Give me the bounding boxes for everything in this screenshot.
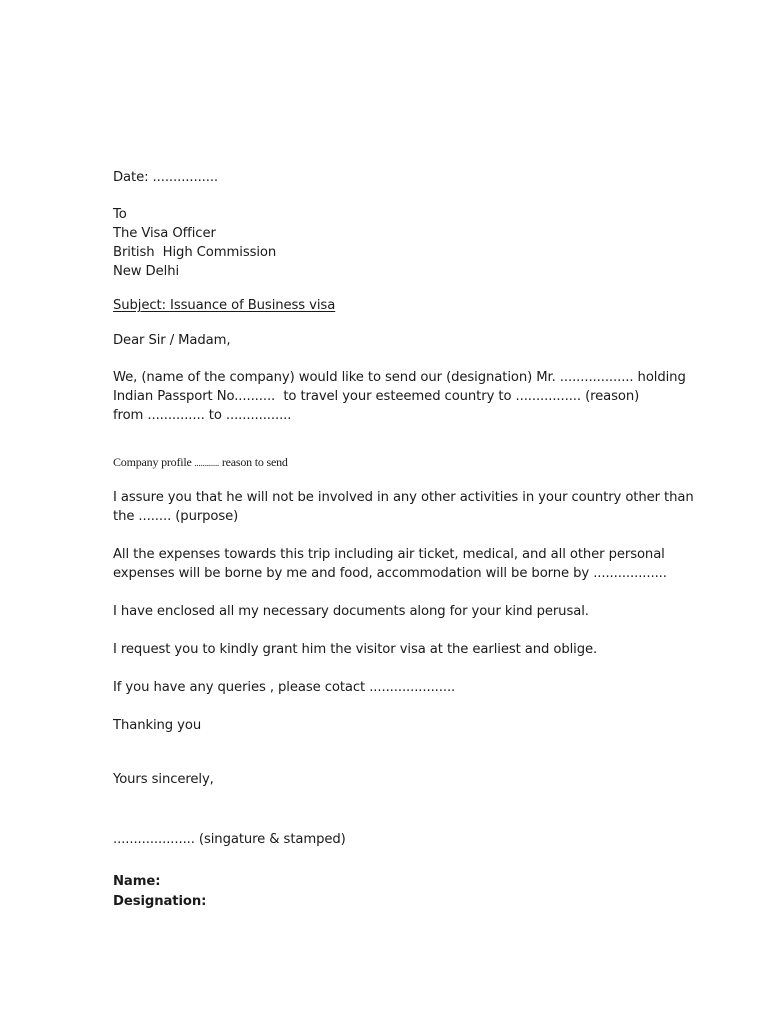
salutation: Dear Sir / Madam, [113,333,231,348]
paragraph-5: I request you to kindly grant him the visitor visa at the earliest and oblige. [113,642,598,657]
subject-line: Subject: Issuance of Business visa [113,298,336,313]
designation-label: Designation: [113,894,207,909]
signature-line: .................... (singature & stamped) [113,832,346,847]
paragraph-3-line-2: expenses will be borne by me and food, accommodation will be borne by .................. [113,566,667,581]
date-line: Date: ................ [113,170,219,185]
company-profile-dots: ............ [194,458,220,468]
paragraph-1-line-2: Indian Passport No.......... to travel your esteemed country to ................ (reason) [113,389,640,404]
closing-line: Yours sincerely, [113,772,214,787]
paragraph-2-line-2: the ........ (purpose) [113,509,239,524]
recipient-city: New Delhi [113,264,180,279]
recipient-title: The Visa Officer [113,226,216,241]
thanks-line: Thanking you [113,718,202,733]
paragraph-3-line-1: All the expenses towards this trip including air ticket, medical, and all other personal [113,547,665,562]
recipient-to: To [113,207,127,222]
paragraph-1-line-1: We, (name of the company) would like to send our (designation) Mr. .................. holding [113,370,686,385]
paragraph-1-line-3: from .............. to ................ [113,408,292,423]
paragraph-2-line-1: I assure you that he will not be involved in any other activities in your country other than [113,490,694,505]
name-label: Name: [113,874,161,889]
paragraph-4: I have enclosed all my necessary documents along for your kind perusal. [113,604,589,619]
company-profile-prefix: Company profile [113,455,195,469]
paragraph-6: If you have any queries , please cotact ..................... [113,680,456,695]
recipient-organization: British High Commission [113,245,277,260]
company-profile-suffix: reason to send [219,455,288,469]
company-profile-line [113,453,288,473]
